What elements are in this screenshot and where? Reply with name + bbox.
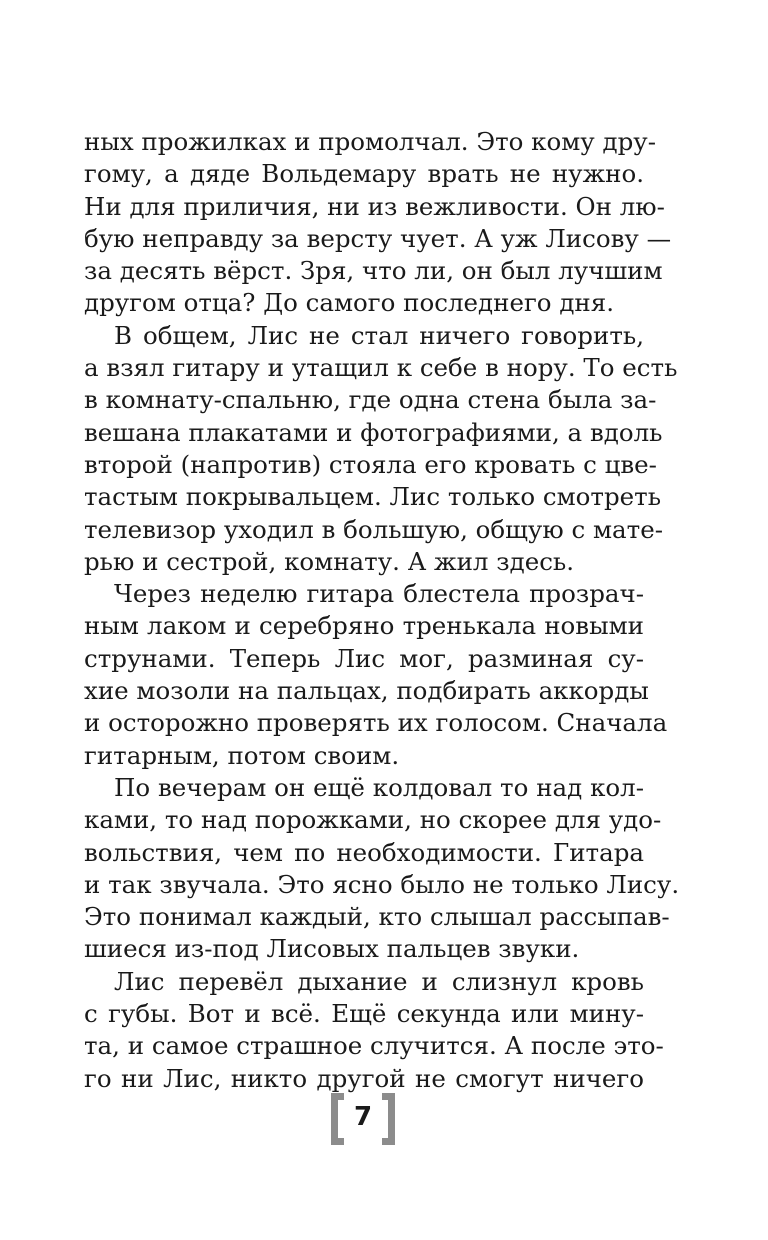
text-line: гитарным, потом своим. bbox=[84, 740, 400, 770]
text-line: другом отца? До самого последнего дня. bbox=[84, 288, 614, 318]
page-number: 7 bbox=[353, 1102, 373, 1132]
text-line: В общем, Лис не стал ничего говорить, bbox=[114, 320, 644, 350]
text-line: гому, а дяде Вольдемару врать не нужно. bbox=[84, 159, 644, 189]
text-line: и осторожно проверять их голосом. Сначала bbox=[84, 708, 668, 738]
text-line: ками, то над порожками, но скорее для удо- bbox=[84, 805, 662, 835]
text-line: ным лаком и серебряно тренькала новыми bbox=[84, 611, 644, 641]
text-line: Это понимал каждый, кто слышал рассыпав- bbox=[84, 902, 670, 932]
text-line: го ни Лис, никто другой не смогут ничего bbox=[84, 1063, 644, 1093]
page-body-text bbox=[84, 126, 680, 1095]
paragraph-2 bbox=[84, 320, 678, 578]
text-line: струнами. Теперь Лис мог, разминая су- bbox=[84, 643, 644, 673]
text-line: хие мозоли на пальцах, подбирать аккорды bbox=[84, 676, 649, 706]
text-line: вешана плакатами и фотографиями, а вдоль bbox=[84, 417, 663, 447]
text-line: Через неделю гитара блестела прозрач- bbox=[114, 579, 644, 609]
text-line: вольствия, чем по необходимости. Гитара bbox=[84, 837, 644, 867]
page-number-folio bbox=[331, 1093, 395, 1145]
text-line: ных прожилках и промолчал. Это кому дру- bbox=[84, 127, 656, 156]
text-line: рью и сестрой, комнату. А жил здесь. bbox=[84, 546, 575, 576]
paragraph-5 bbox=[84, 966, 664, 1095]
text-line: и так звучала. Это ясно было не только Лису. bbox=[84, 869, 680, 899]
text-line: тастым покрывальцем. Лис только смотреть bbox=[84, 482, 662, 512]
paragraph-1 bbox=[84, 126, 672, 320]
text-line: Ни для приличия, ни из вежливости. Он лю- bbox=[84, 191, 665, 221]
text-line: а взял гитару и утащил к себе в нору. То есть bbox=[84, 353, 678, 383]
text-line: По вечерам он ещё колдовал то над кол- bbox=[114, 772, 644, 802]
text-line: с губы. Вот и всё. Ещё секунда или мину- bbox=[84, 999, 644, 1029]
paragraph-3 bbox=[84, 578, 668, 772]
text-line: второй (напротив) стояла его кровать с цве- bbox=[84, 449, 657, 479]
text-line: бую неправду за версту чует. А уж Лисову — bbox=[84, 223, 672, 253]
text-line: шиеся из-под Лисовых пальцев звуки. bbox=[84, 934, 580, 964]
text-line: Лис перевёл дыхание и слизнул кровь bbox=[114, 966, 644, 996]
paragraph-4 bbox=[84, 772, 680, 966]
text-line: телевизор уходил в большую, общую с мате- bbox=[84, 514, 663, 544]
text-line: в комнату-спальню, где одна стена была за- bbox=[84, 385, 657, 415]
right-bracket-icon bbox=[382, 1093, 395, 1145]
text-line: за десять вёрст. Зря, что ли, он был лучшим bbox=[84, 256, 663, 286]
text-line: та, и самое страшное случится. А после это- bbox=[84, 1031, 664, 1061]
